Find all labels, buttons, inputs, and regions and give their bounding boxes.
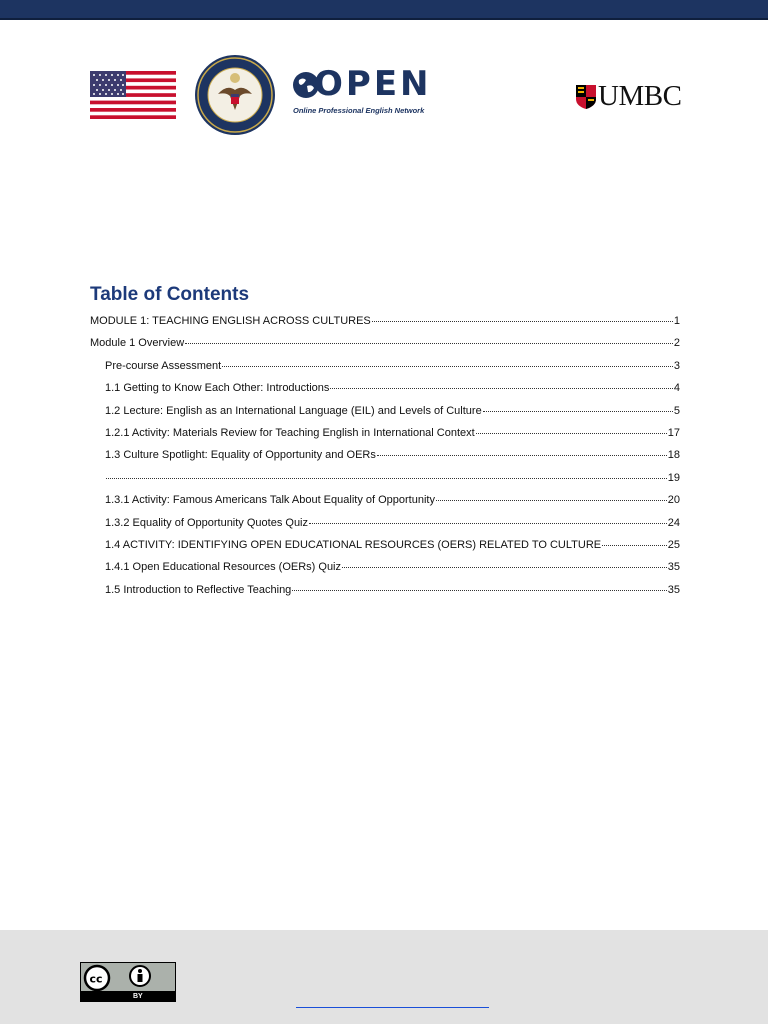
open-logo-text: OPEN: [314, 64, 432, 104]
toc-entry-page: 3: [673, 359, 680, 372]
toc-entry-page: 17: [667, 426, 680, 439]
maryland-shield-icon: [576, 85, 596, 109]
toc-leader-dots: [185, 333, 673, 344]
toc-leader-dots: [330, 378, 672, 389]
toc-entry-page: 18: [667, 449, 680, 462]
toc-leader-dots: [222, 356, 673, 367]
toc-entry[interactable]: [90, 515, 680, 537]
toc-entry-page: 25: [667, 538, 680, 551]
toc-entry-label: 1.3 Culture Spotlight: Equality of Opportunity and OERs: [105, 449, 376, 462]
toc-entry[interactable]: [90, 470, 680, 492]
toc-leader-dots: [309, 513, 667, 524]
toc-entry[interactable]: [90, 425, 680, 447]
open-network-logo: [292, 64, 432, 122]
toc-entry-page: 19: [667, 471, 680, 484]
department-of-state-seal-icon: [194, 54, 276, 136]
open-logo-tagline: Online Professional English Network: [293, 106, 425, 115]
toc-entry-page: 4: [673, 382, 680, 395]
toc-leader-dots: [377, 445, 667, 456]
cc-badge-bar: [81, 991, 175, 1001]
toc-entry-page: 5: [673, 404, 680, 417]
toc-entry[interactable]: [90, 380, 680, 402]
toc-entry-page: 24: [667, 516, 680, 529]
toc-entry[interactable]: [90, 537, 680, 559]
toc-leader-dots: [292, 580, 666, 591]
toc-leader-dots: [106, 468, 667, 479]
toc-entry-label: 1.2 Lecture: English as an International Language (EIL) and Levels of Culture: [105, 404, 482, 417]
toc-entry[interactable]: [90, 335, 680, 357]
toc-entry-page: 1: [673, 315, 680, 327]
svg-text:cc: cc: [89, 972, 103, 986]
toc-entry-page: 2: [673, 337, 680, 350]
toc-leader-dots: [602, 535, 667, 546]
toc-entry[interactable]: [90, 403, 680, 425]
page-footer: [0, 930, 768, 1024]
toc-entry-label: 1.4.1 Open Educational Resources (OERs) Quiz: [105, 561, 342, 574]
toc-entry-label: 1.1 Getting to Know Each Other: Introductions: [105, 382, 330, 395]
toc-entry-label: 1.2.1 Activity: Materials Review for Teaching English in International Context: [105, 426, 475, 439]
toc-leader-dots: [372, 311, 673, 322]
table-of-contents: [90, 284, 680, 604]
toc-entry-page: 20: [667, 494, 680, 507]
umbc-logo-text: UMBC: [598, 80, 682, 112]
cc-by-icon: [81, 963, 175, 991]
top-banner-bar: [0, 0, 768, 20]
toc-entry[interactable]: [90, 492, 680, 514]
toc-entry[interactable]: [90, 358, 680, 380]
toc-entry[interactable]: [90, 447, 680, 469]
toc-leader-dots: [483, 401, 673, 412]
toc-entry[interactable]: [90, 559, 680, 581]
us-flag-icon: [90, 71, 176, 119]
toc-leader-dots: [476, 423, 667, 434]
toc-entry-page: 35: [667, 561, 680, 574]
footer-link-underline[interactable]: [296, 1007, 489, 1008]
toc-entry-label: 1.4 ACTIVITY: IDENTIFYING OPEN EDUCATIONAL RESOURCES (OERS) RELATED TO CULTURE: [105, 538, 602, 551]
toc-entry-page: 35: [667, 583, 680, 596]
toc-entry-label: 1.3.2 Equality of Opportunity Quotes Quiz: [105, 516, 309, 529]
cc-by-label: BY: [133, 993, 143, 1000]
toc-entry-label: 1.5 Introduction to Reflective Teaching: [105, 583, 292, 596]
toc-entry-label: 1.3.1 Activity: Famous Americans Talk About Equality of Opportunity: [105, 494, 435, 507]
toc-title: Table of Contents: [90, 284, 250, 305]
header-logos: [0, 52, 768, 142]
cc-by-license-badge[interactable]: [80, 962, 176, 1002]
toc-leader-dots: [436, 490, 667, 501]
toc-leader-dots: [342, 557, 667, 568]
toc-entry[interactable]: [90, 582, 680, 604]
toc-entry-label: Module 1 Overview: [90, 337, 185, 350]
toc-entry-label: Pre-course Assessment: [105, 359, 222, 372]
toc-entry-label: MODULE 1: TEACHING ENGLISH ACROSS CULTURES: [90, 315, 371, 327]
toc-entry[interactable]: [90, 313, 680, 335]
